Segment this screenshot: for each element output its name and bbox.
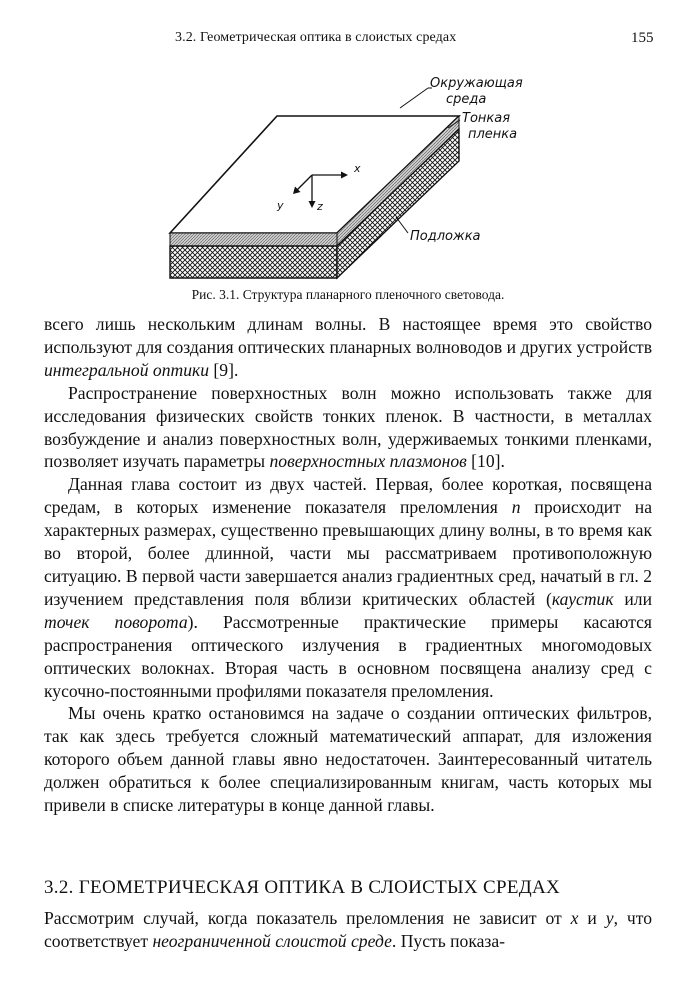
film-front bbox=[170, 233, 337, 246]
running-head: 3.2. Геометрическая оптика в слоистых средах bbox=[175, 30, 457, 45]
section-paragraph-1: Рассмотрим случай, когда показатель преломления не зависит от x и y, что соответствует неограниченной слоистой среде. Пусть показа- bbox=[44, 908, 653, 951]
figure-caption: Рис. 3.1. Структура планарного пленочного световода. bbox=[191, 287, 505, 302]
body-text bbox=[44, 313, 652, 817]
axis-x-label: x bbox=[354, 162, 361, 175]
axis-y-label: y bbox=[277, 199, 284, 212]
figure-planar-waveguide bbox=[160, 70, 550, 285]
paragraph-2: Распространение поверхностных волн можно использовать также для исследования физических свойств тонких пленок. В частности, в металлах возбуждение и анализ поверхностных волн, удерживаемых тонкими пленками, позволяет изучать параметры поверхностных плазмонов [10]. bbox=[44, 382, 652, 472]
label-surrounding-line2: среда bbox=[446, 92, 487, 107]
label-substrate: Подложка bbox=[410, 229, 481, 244]
section-text bbox=[44, 907, 652, 953]
axis-z-label: z bbox=[317, 200, 323, 213]
label-surrounding-line1: Окружающая bbox=[430, 76, 523, 91]
label-film-line2: пленка bbox=[468, 127, 518, 142]
paragraph-3: Данная глава состоит из двух частей. Первая, более короткая, посвящена средам, в которых изменение показателя преломления n происходит на характерных размерах, существенно превышающих длину волны, в то время как во второй, более длинной, части мы рассматриваем противоположную ситуацию. В первой части завершается анализ градиентных сред, начатый в гл. 2 изучением представления поля вблизи критических областей (каустик или точек поворота). Рассмотренные практические примеры касаются распространения оптического излучения в градиентных многомодовых оптических волокнах. Вторая часть в основном посвящена анализу сред с кусочно-постоянными профилями показателя преломления. bbox=[44, 474, 652, 701]
label-film-line1: Тонкая bbox=[462, 111, 511, 126]
paragraph-4: Мы очень кратко остановимся на задаче о создании оптических фильтров, так как здесь требуется сложный математический аппарат, для изложения которого объем данной главы явно недостаточен. Заинтересованный читатель должен обратиться к более специализированным книгам, часть которых мы привели в списке литературы в конце данной главы. bbox=[44, 703, 652, 816]
section-heading: 3.2. ГЕОМЕТРИЧЕСКАЯ ОПТИКА В СЛОИСТЫХ СРЕДАХ bbox=[44, 877, 561, 898]
paragraph-1: всего лишь нескольким длинам волны. В настоящее время это свойство используют для создания оптических планарных волноводов и других устройств интегральной оптики [9]. bbox=[44, 314, 652, 380]
page-number: 155 bbox=[631, 30, 654, 46]
substrate-front bbox=[170, 246, 337, 278]
